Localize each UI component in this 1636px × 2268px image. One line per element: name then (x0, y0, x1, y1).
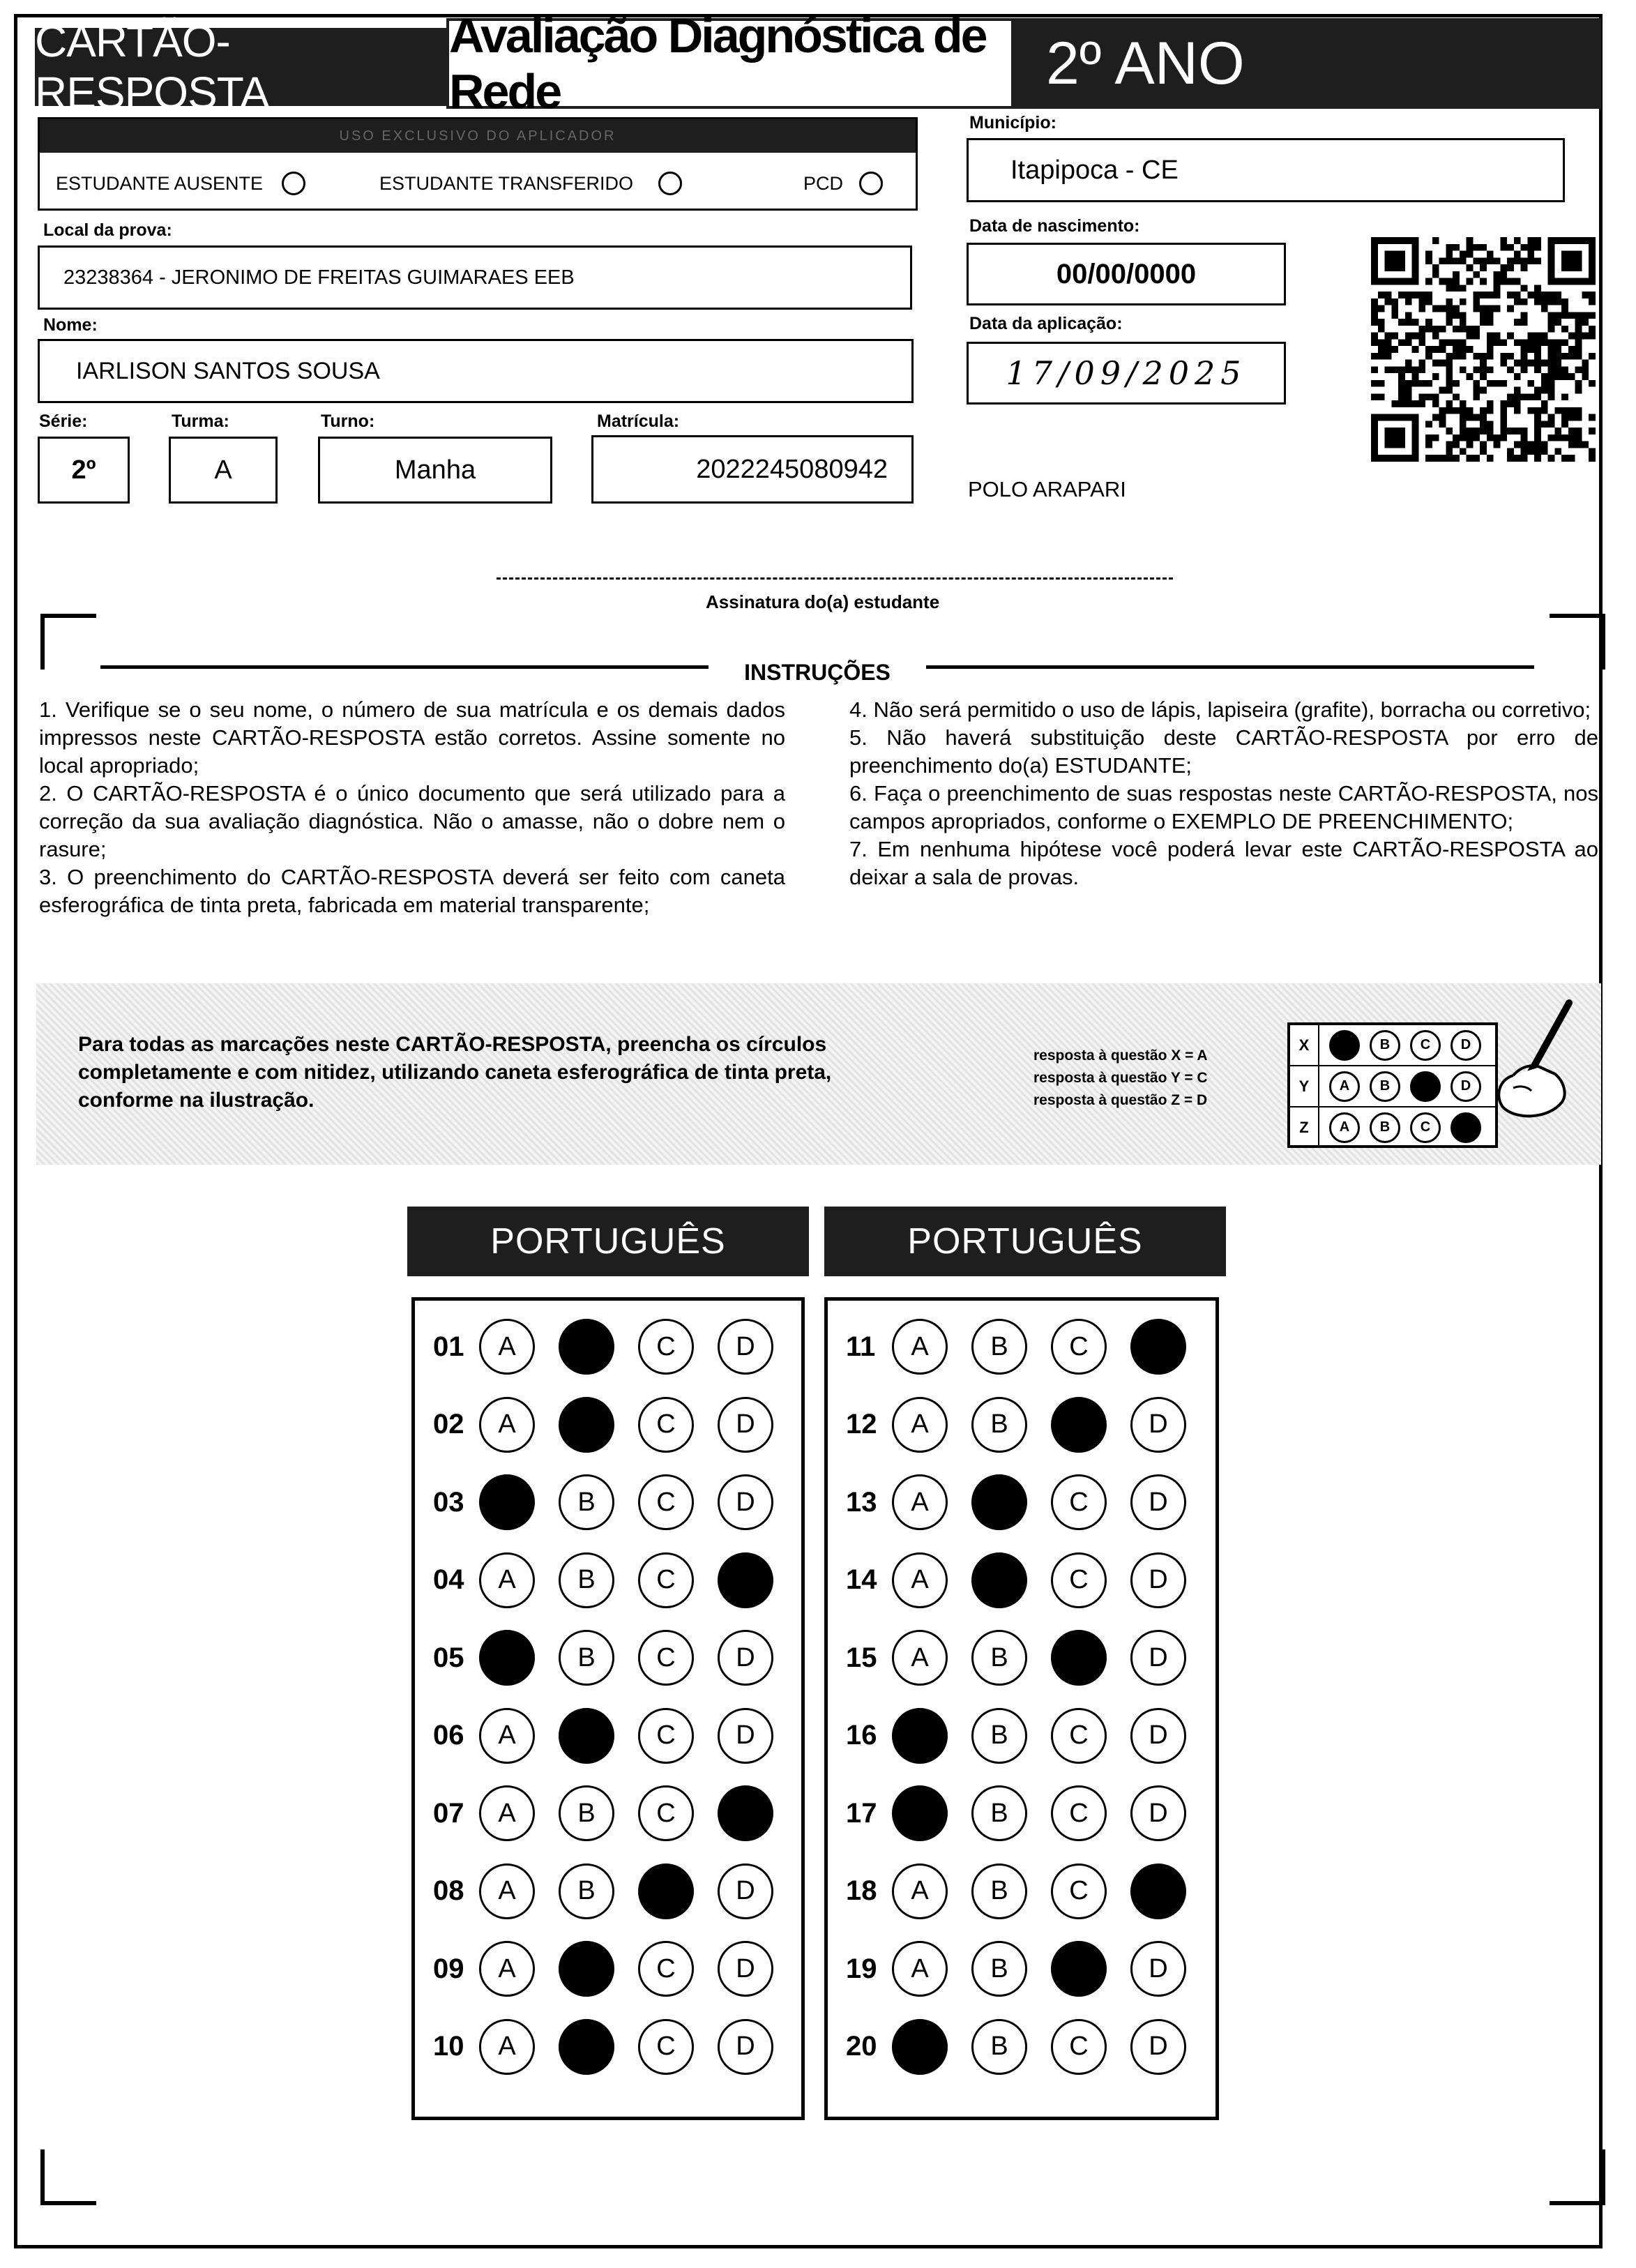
answer-bubble-c[interactable]: C (638, 1319, 694, 1375)
answer-bubble-a[interactable]: A (892, 1785, 948, 1841)
question-number: 01 (433, 1331, 464, 1362)
instruction-7: 7. Em nenhuma hipótese você poderá levar este CARTÃO-RESPOSTA ao deixar a sala de provas. (849, 837, 1598, 889)
answer-bubble-a[interactable]: A (892, 1397, 948, 1453)
answer-bubble-b[interactable]: B (971, 1474, 1027, 1530)
question-row (433, 1552, 773, 1608)
corner-bottom-right (1550, 2149, 1605, 2205)
answer-bubble-d[interactable]: D (718, 1474, 773, 1530)
instruction-4: 4. Não será permitido o uso de lápis, lapiseira (grafite), borracha ou corretivo; (849, 697, 1591, 722)
question-row (846, 1630, 1186, 1686)
example-bubble: B (1370, 1112, 1400, 1143)
answer-bubble-b[interactable]: B (559, 1397, 614, 1453)
answer-bubble-d[interactable]: D (718, 1785, 773, 1841)
answer-bubble-c[interactable]: C (1051, 1708, 1107, 1764)
example-row (1290, 1066, 1495, 1107)
nascimento-label: Data de nascimento: (969, 216, 1140, 236)
instruction-2: 2. O CARTÃO-RESPOSTA é o único documento que será utilizado para a correção da sua avaliação diagnóstica. Não o amasse, não o dobre nem o rasure; (39, 781, 785, 861)
section-1-title: PORTUGUÊS (407, 1207, 809, 1276)
answer-bubble-d[interactable]: D (718, 1630, 773, 1686)
instructions-rule-left (100, 665, 709, 669)
section-2-panel (824, 1297, 1219, 2120)
transferred-label: ESTUDANTE TRANSFERIDO (379, 173, 634, 194)
answer-bubble-d[interactable]: D (718, 2019, 773, 2075)
question-row (433, 1474, 773, 1530)
answer-bubble-d[interactable]: D (1130, 1708, 1186, 1764)
question-number: 15 (846, 1642, 877, 1673)
example-line-z: resposta à questão Z = D (1033, 1092, 1208, 1108)
answer-bubble-c[interactable]: C (638, 1474, 694, 1530)
absent-label: ESTUDANTE AUSENTE (56, 173, 264, 194)
answer-bubble-b[interactable]: B (559, 1319, 614, 1375)
answer-bubble-c[interactable]: C (1051, 1552, 1107, 1608)
answer-bubble-b[interactable]: B (559, 1941, 614, 1997)
answer-bubble-b[interactable]: B (559, 1863, 614, 1919)
question-number: 18 (846, 1875, 877, 1906)
example-bubble: A (1329, 1112, 1360, 1143)
answer-bubble-b[interactable]: B (971, 1708, 1027, 1764)
answer-bubble-d[interactable]: D (718, 1941, 773, 1997)
nome-label: Nome: (43, 315, 98, 335)
answer-bubble-d[interactable]: D (718, 1708, 773, 1764)
example-bubble: D (1451, 1112, 1481, 1143)
answer-bubble-d[interactable]: D (718, 1863, 773, 1919)
turma-label: Turma: (172, 411, 229, 431)
example-bubble: B (1370, 1030, 1400, 1061)
answer-bubble-a[interactable]: A (479, 1941, 535, 1997)
answer-bubble-a[interactable]: A (479, 1863, 535, 1919)
question-number: 05 (433, 1642, 464, 1673)
answer-bubble-d[interactable]: D (1130, 1941, 1186, 1997)
answer-bubble-d[interactable]: D (1130, 1863, 1186, 1919)
answer-bubble-c[interactable]: C (638, 1708, 694, 1764)
answer-bubble-a[interactable]: A (479, 1552, 535, 1608)
answer-bubble-c[interactable]: C (1051, 1941, 1107, 1997)
question-number: 19 (846, 1953, 877, 1984)
card-title: CARTÃO-RESPOSTA (35, 28, 446, 106)
example-bubble: A (1329, 1030, 1360, 1061)
turno-label: Turno: (321, 411, 375, 431)
answer-bubble-c[interactable]: C (638, 1863, 694, 1919)
answer-bubble-b[interactable]: B (559, 1785, 614, 1841)
answer-bubble-c[interactable]: C (638, 1785, 694, 1841)
instruction-3: 3. O preenchimento do CARTÃO-RESPOSTA deverá ser feito com caneta esferográfica de tinta preta, fabricada em material transparente; (39, 865, 785, 917)
answer-bubble-a[interactable]: A (479, 1630, 535, 1686)
answer-bubble-a[interactable]: A (892, 1863, 948, 1919)
answer-bubble-b[interactable]: B (971, 1785, 1027, 1841)
answer-bubble-c[interactable]: C (1051, 1474, 1107, 1530)
question-number: 11 (846, 1331, 876, 1362)
question-row (433, 1941, 773, 1997)
serie-label: Série: (39, 411, 88, 431)
example-row-label: Z (1290, 1107, 1319, 1147)
local-label: Local da prova: (43, 220, 172, 240)
aplicacao-field: 17/09/2025 (967, 342, 1286, 405)
matricula-field: 2022245080942 (591, 435, 914, 504)
corner-top-right (1550, 614, 1605, 670)
question-number: 14 (846, 1564, 877, 1595)
answer-bubble-d[interactable]: D (1130, 2019, 1186, 2075)
answer-bubble-a[interactable]: A (892, 2019, 948, 2075)
question-row (433, 1319, 773, 1375)
instructions-right (849, 696, 1598, 891)
answer-bubble-a[interactable]: A (892, 1552, 948, 1608)
example-bubble: C (1410, 1071, 1441, 1102)
example-bubble: C (1410, 1112, 1441, 1143)
polo-label: POLO ARAPARI (968, 477, 1126, 501)
question-number: 09 (433, 1953, 464, 1984)
absent-radio[interactable] (282, 172, 305, 195)
applicator-heading: USO EXCLUSIVO DO APLICADOR (40, 119, 916, 153)
answer-bubble-d[interactable]: D (718, 1552, 773, 1608)
example-grid (1287, 1022, 1498, 1148)
answer-bubble-c[interactable]: C (638, 1941, 694, 1997)
question-number: 02 (433, 1409, 464, 1439)
question-row (846, 1552, 1186, 1608)
answer-bubble-a[interactable]: A (479, 1397, 535, 1453)
nascimento-field: 00/00/0000 (967, 243, 1286, 305)
question-number: 17 (846, 1797, 877, 1829)
answer-bubble-d[interactable]: D (1130, 1397, 1186, 1453)
answer-bubble-b[interactable]: B (559, 1630, 614, 1686)
question-row (433, 2019, 773, 2075)
question-row (846, 1785, 1186, 1841)
grade-label: 2º ANO (1014, 18, 1601, 109)
answer-bubble-d[interactable]: D (1130, 1474, 1186, 1530)
hand-pen-icon (1485, 997, 1576, 1123)
example-lines (1033, 1045, 1208, 1112)
question-number: 16 (846, 1720, 877, 1751)
answer-bubble-a[interactable]: A (479, 1474, 535, 1530)
answer-bubble-a[interactable]: A (892, 1941, 948, 1997)
answer-bubble-d[interactable]: D (1130, 1785, 1186, 1841)
municipio-field: Itapipoca - CE (967, 138, 1565, 202)
question-number: 13 (846, 1486, 877, 1518)
section-1-panel (411, 1297, 805, 2120)
answer-bubble-a[interactable]: A (479, 1319, 535, 1375)
question-number: 06 (433, 1720, 464, 1751)
answer-bubble-c[interactable]: C (638, 1397, 694, 1453)
question-number: 07 (433, 1797, 464, 1829)
question-row (433, 1630, 773, 1686)
example-bubble: D (1451, 1071, 1481, 1102)
exam-name: Avaliação Diagnóstica de Rede (446, 18, 1014, 109)
transferred-radio[interactable] (658, 172, 682, 195)
turma-field: A (169, 437, 278, 504)
question-row (846, 2019, 1186, 2075)
corner-top-left (40, 614, 96, 670)
question-row (846, 1708, 1186, 1764)
section-2-title: PORTUGUÊS (824, 1207, 1226, 1276)
answer-bubble-c[interactable]: C (1051, 1863, 1107, 1919)
question-row (846, 1319, 1186, 1375)
qr-code (1371, 237, 1596, 462)
example-line-y: resposta à questão Y = C (1033, 1070, 1208, 1086)
municipio-label: Município: (969, 113, 1056, 133)
answer-bubble-c[interactable]: C (1051, 1630, 1107, 1686)
signature-label: Assinatura do(a) estudante (706, 591, 940, 612)
answer-bubble-c[interactable]: C (1051, 1397, 1107, 1453)
question-row (846, 1941, 1186, 1997)
serie-field: 2º (38, 437, 130, 504)
question-number: 10 (433, 2031, 464, 2062)
pcd-radio[interactable] (859, 172, 883, 195)
matricula-label: Matrícula: (597, 411, 680, 431)
instruction-5: 5. Não haverá substituição deste CARTÃO-RESPOSTA por erro de preenchimento do(a) ESTUDANTE; (849, 725, 1598, 778)
answer-bubble-c[interactable]: C (1051, 1785, 1107, 1841)
answer-bubble-c[interactable]: C (1051, 2019, 1107, 2075)
question-row (433, 1397, 773, 1453)
answer-bubble-c[interactable]: C (638, 1630, 694, 1686)
corner-bottom-left (40, 2149, 96, 2205)
example-bubble: C (1410, 1030, 1441, 1061)
question-number: 03 (433, 1486, 464, 1518)
answer-bubble-b[interactable]: B (559, 2019, 614, 2075)
answer-bubble-c[interactable]: C (638, 2019, 694, 2075)
example-line-x: resposta à questão X = A (1033, 1048, 1208, 1064)
question-number: 20 (846, 2031, 877, 2062)
instruction-1: 1. Verifique se o seu nome, o número de sua matrícula e os demais dados impressos neste CARTÃO-RESPOSTA estão corretos. Assine somente no local apropriado; (39, 697, 785, 778)
example-row-label: Y (1290, 1066, 1319, 1106)
answer-bubble-d[interactable]: D (718, 1319, 773, 1375)
local-field: 23238364 - JERONIMO DE FREITAS GUIMARAES EEB (38, 245, 912, 310)
turno-field: Manha (318, 437, 552, 504)
answer-bubble-a[interactable]: A (892, 1630, 948, 1686)
answer-bubble-b[interactable]: B (971, 1319, 1027, 1375)
instructions-rule-right (926, 665, 1534, 669)
pcd-label: PCD (803, 173, 844, 194)
answer-bubble-b[interactable]: B (559, 1708, 614, 1764)
question-row (433, 1863, 773, 1919)
answer-bubble-b[interactable]: B (559, 1474, 614, 1530)
example-bubble: A (1329, 1071, 1360, 1102)
nome-field: IARLISON SANTOS SOUSA (38, 339, 914, 403)
answer-bubble-b[interactable]: B (971, 1397, 1027, 1453)
answer-bubble-b[interactable]: B (971, 1630, 1027, 1686)
example-row (1290, 1025, 1495, 1066)
answer-bubble-a[interactable]: A (479, 2019, 535, 2075)
answer-bubble-a[interactable]: A (892, 1708, 948, 1764)
answer-bubble-a[interactable]: A (892, 1319, 948, 1375)
answer-bubble-a[interactable]: A (479, 1785, 535, 1841)
instructions-title: INSTRUÇÕES (744, 660, 891, 685)
answer-bubble-d[interactable]: D (1130, 1552, 1186, 1608)
answer-bubble-c[interactable]: C (638, 1552, 694, 1608)
question-row (433, 1708, 773, 1764)
question-number: 12 (846, 1409, 877, 1439)
example-bubble: D (1451, 1030, 1481, 1061)
answer-bubble-d[interactable]: D (1130, 1630, 1186, 1686)
question-number: 04 (433, 1564, 464, 1595)
answer-bubble-b[interactable]: B (971, 1863, 1027, 1919)
signature-line[interactable] (497, 577, 1173, 580)
answer-bubble-d[interactable]: D (1130, 1319, 1186, 1375)
instructions-left (39, 696, 785, 919)
question-row (846, 1863, 1186, 1919)
answer-bubble-c[interactable]: C (1051, 1319, 1107, 1375)
answer-bubble-b[interactable]: B (971, 2019, 1027, 2075)
aplicacao-label: Data da aplicação: (969, 314, 1123, 333)
answer-bubble-d[interactable]: D (718, 1397, 773, 1453)
question-row (433, 1785, 773, 1841)
answer-bubble-b[interactable]: B (971, 1941, 1027, 1997)
question-row (846, 1474, 1186, 1530)
example-row (1290, 1107, 1495, 1147)
question-row (846, 1397, 1186, 1453)
example-row-label: X (1290, 1025, 1319, 1065)
answer-bubble-a[interactable]: A (892, 1474, 948, 1530)
example-text: Para todas as marcações neste CARTÃO-RESPOSTA, preencha os círculos completamente e com nitidez, utilizando caneta esferográfica de tinta preta, conforme na ilustração. (78, 1033, 832, 1112)
answer-bubble-b[interactable]: B (559, 1552, 614, 1608)
answer-bubble-a[interactable]: A (479, 1708, 535, 1764)
example-bubble: B (1370, 1071, 1400, 1102)
instruction-6: 6. Faça o preenchimento de suas respostas neste CARTÃO-RESPOSTA, nos campos apropriados, conforme o EXEMPLO DE PREENCHIMENTO; (849, 781, 1598, 833)
answer-bubble-b[interactable]: B (971, 1552, 1027, 1608)
question-number: 08 (433, 1875, 464, 1906)
